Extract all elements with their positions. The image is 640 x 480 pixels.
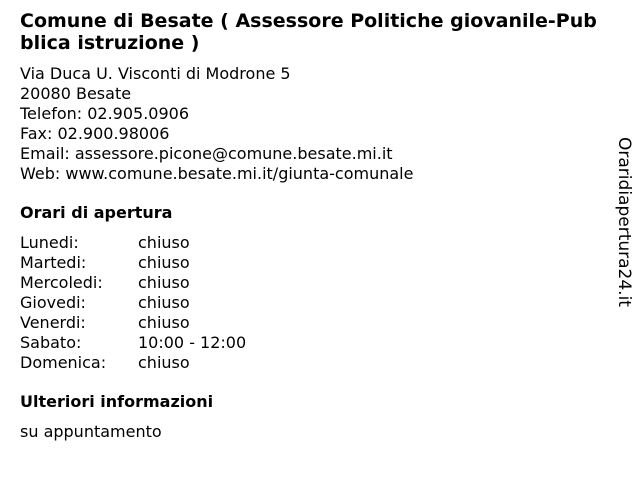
address-line: Via Duca U. Visconti di Modrone 5: [20, 64, 291, 83]
opening-hours-table: [20, 233, 610, 373]
hours-row-domenica: [20, 353, 610, 373]
hours-row-sabato: [20, 333, 610, 353]
day-hours: chiuso: [138, 233, 190, 252]
day-hours: chiuso: [138, 273, 190, 292]
more-info-heading: Ulteriori informazioni: [20, 392, 214, 411]
hours-row-venerdi: [20, 313, 610, 333]
day-hours: 10:00 - 12:00: [138, 333, 247, 352]
contact-block: [20, 64, 610, 184]
day-label: Mercoledi:: [20, 273, 103, 292]
fax-line: Fax: 02.900.98006: [20, 124, 170, 143]
city-line: 20080 Besate: [20, 84, 132, 103]
opening-hours-heading: Orari di apertura: [20, 203, 173, 222]
day-hours: chiuso: [138, 253, 190, 272]
day-hours: chiuso: [138, 293, 190, 312]
day-hours: chiuso: [138, 313, 190, 332]
day-label: Venerdi:: [20, 313, 86, 332]
listing-page: [20, 10, 610, 442]
day-label: Sabato:: [20, 333, 82, 352]
site-watermark: Oraridiapertura24.it: [614, 137, 634, 307]
day-label: Domenica:: [20, 353, 107, 372]
page-title: Comune di Besate ( Assessore Politiche giovanile-Pubblica istruzione ): [20, 10, 597, 54]
more-info-text: su appuntamento: [20, 422, 162, 441]
web-line: Web: www.comune.besate.mi.it/giunta-comunale: [20, 164, 414, 183]
day-hours: chiuso: [138, 353, 190, 372]
hours-row-martedi: [20, 253, 610, 273]
hours-row-mercoledi: [20, 273, 610, 293]
day-label: Lunedi:: [20, 233, 79, 252]
phone-line: Telefon: 02.905.0906: [20, 104, 190, 123]
day-label: Martedi:: [20, 253, 87, 272]
hours-row-lunedi: [20, 233, 610, 253]
day-label: Giovedi:: [20, 293, 86, 312]
hours-row-giovedi: [20, 293, 610, 313]
email-line: Email: assessore.picone@comune.besate.mi.it: [20, 144, 393, 163]
